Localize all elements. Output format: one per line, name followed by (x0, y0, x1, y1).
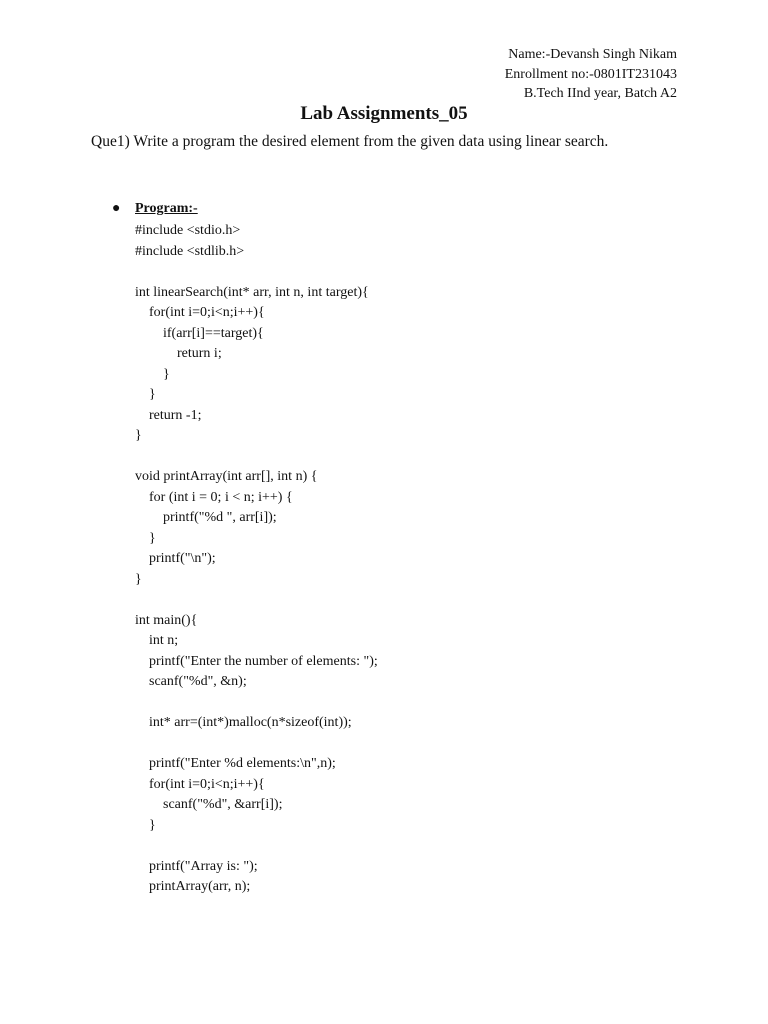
code-line: scanf("%d", &arr[i]); (135, 797, 283, 812)
code-block (135, 221, 378, 898)
code-line: scanf("%d", &n); (135, 674, 247, 689)
student-info (505, 45, 677, 104)
code-line (135, 447, 378, 468)
code-line: return i; (135, 346, 222, 361)
code-line (135, 590, 378, 611)
code-line: } (135, 530, 156, 546)
code-line: } (135, 817, 156, 833)
code-line (135, 734, 378, 755)
code-line: printf("Enter the number of elements: "); (135, 653, 378, 669)
code-line: for(int i=0;i<n;i++){ (135, 305, 265, 320)
code-line: printArray(arr, n); (135, 879, 251, 894)
program-heading: Program:- (135, 201, 198, 216)
student-name: Name:-Devansh Singh Nikam (508, 47, 677, 62)
code-line: printf("\n"); (135, 551, 216, 566)
code-line: #include <stdio.h> (135, 223, 241, 238)
bullet-icon: ● (112, 201, 121, 216)
code-line: int n; (135, 633, 179, 648)
code-line: int main(){ (135, 612, 198, 628)
page-title: Lab Assignments_05 (300, 103, 468, 124)
code-line: printf("Enter %d elements:\n",n); (135, 756, 336, 771)
code-line: if(arr[i]==target){ (135, 325, 264, 341)
code-line: } (135, 387, 156, 402)
code-line: } (135, 366, 170, 382)
code-line: for(int i=0;i<n;i++){ (135, 776, 265, 792)
code-line: printf("Array is: "); (135, 858, 258, 874)
code-line: int* arr=(int*)malloc(n*sizeof(int)); (135, 715, 352, 730)
code-line: printf("%d ", arr[i]); (135, 510, 277, 525)
code-line: } (135, 428, 142, 443)
code-line: return -1; (135, 407, 202, 423)
code-line: } (135, 571, 142, 587)
code-line: #include <stdlib.h> (135, 243, 245, 259)
code-line (135, 836, 378, 857)
course-batch: B.Tech IInd year, Batch A2 (523, 86, 677, 101)
code-line (135, 262, 378, 283)
question-text: Que1) Write a program the desired element from the given data using linear search. (91, 133, 609, 150)
code-line: int linearSearch(int* arr, int n, int target){ (135, 284, 369, 300)
code-line: void printArray(int arr[], int n) { (135, 469, 318, 484)
code-line: for (int i = 0; i < n; i++) { (135, 489, 293, 505)
enrollment-number: Enrollment no:-0801IT231043 (504, 66, 677, 82)
code-line (135, 693, 378, 714)
